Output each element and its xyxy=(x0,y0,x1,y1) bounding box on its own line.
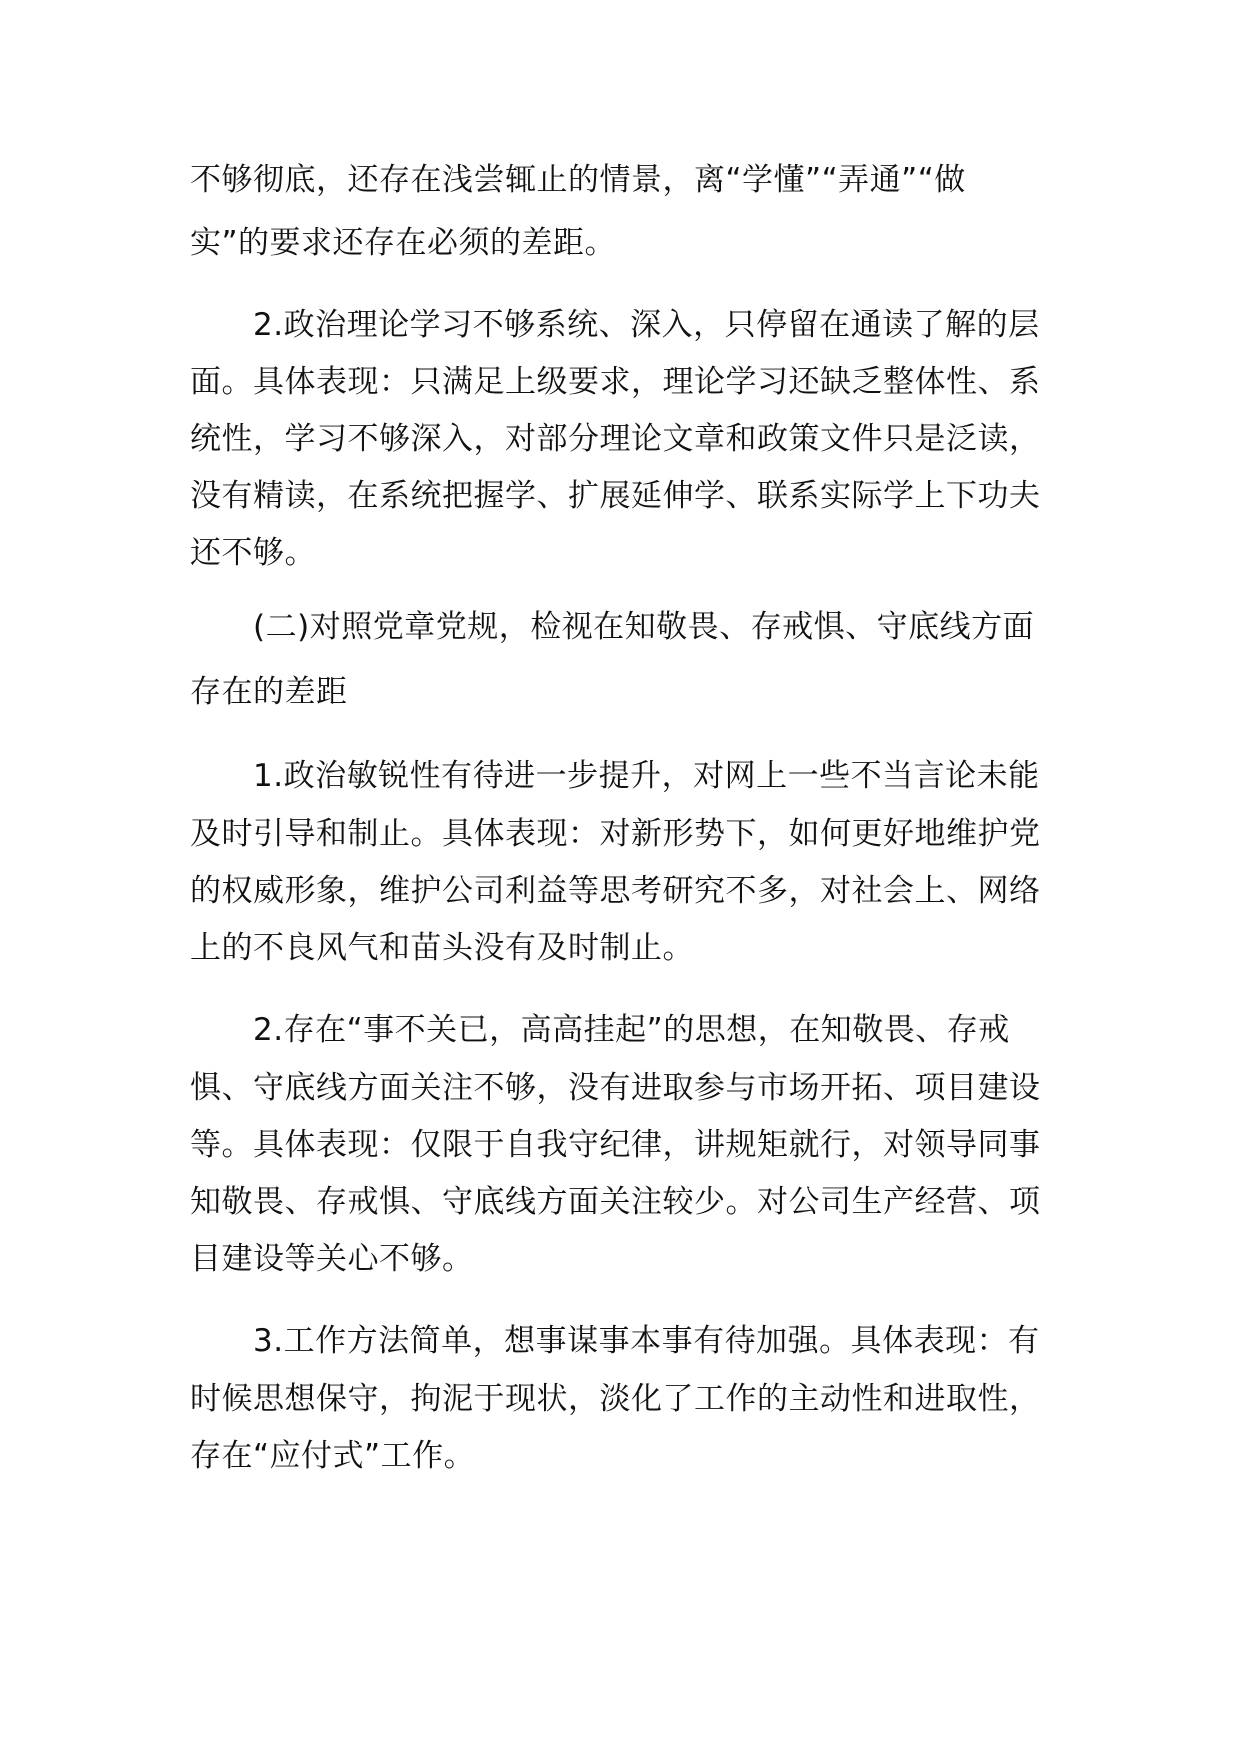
text-line: 不够彻底，还存在浅尝辄止的情景，离“学懂”“弄通”“做 xyxy=(190,162,966,198)
text-line: 实”的要求还存在必须的差距。 xyxy=(190,225,617,261)
text-line: 目建设等关心不够。 xyxy=(190,1241,474,1277)
text-line: 存在“应付式”工作。 xyxy=(190,1438,476,1474)
text-line: 知敬畏、存戒惧、守底线方面关注较少。对公司生产经营、项 xyxy=(190,1184,1041,1220)
text-line: 1.政治敏锐性有待进一步提升，对网上一些不当言论未能 xyxy=(253,758,1040,794)
text-line: 3.工作方法简单，想事谋事本事有待加强。具体表现：有 xyxy=(253,1323,1040,1359)
text-line: 及时引导和制止。具体表现：对新形势下，如何更好地维护党 xyxy=(190,816,1041,852)
text-line: 惧、守底线方面关注不够，没有进取参与市场开拓、项目建设 xyxy=(190,1070,1041,1106)
text-line: 2.政治理论学习不够系统、深入，只停留在通读了解的层 xyxy=(253,307,1040,343)
text-line: 时候思想保守，拘泥于现状，淡化了工作的主动性和进取性， xyxy=(190,1381,1041,1417)
text-line: 统性，学习不够深入，对部分理论文章和政策文件只是泛读， xyxy=(190,421,1041,457)
text-line: 还不够。 xyxy=(190,535,316,571)
section-heading-line: 存在的差距 xyxy=(190,674,348,710)
text-line: 2.存在“事不关已，高高挂起”的思想，在知敬畏、存戒 xyxy=(253,1012,1010,1048)
text-line: 等。具体表现：仅限于自我守纪律，讲规矩就行，对领导同事 xyxy=(190,1127,1041,1163)
text-line: 上的不良风气和苗头没有及时制止。 xyxy=(190,930,694,966)
section-heading-line: (二)对照党章党规，检视在知敬畏、存戒惧、守底线方面 xyxy=(253,609,1035,645)
text-line: 没有精读，在系统把握学、扩展延伸学、联系实际学上下功夫 xyxy=(190,478,1041,514)
text-line: 面。具体表现：只满足上级要求，理论学习还缺乏整体性、系 xyxy=(190,364,1041,400)
text-line: 的权威形象，维护公司利益等思考研究不多，对社会上、网络 xyxy=(190,873,1041,909)
